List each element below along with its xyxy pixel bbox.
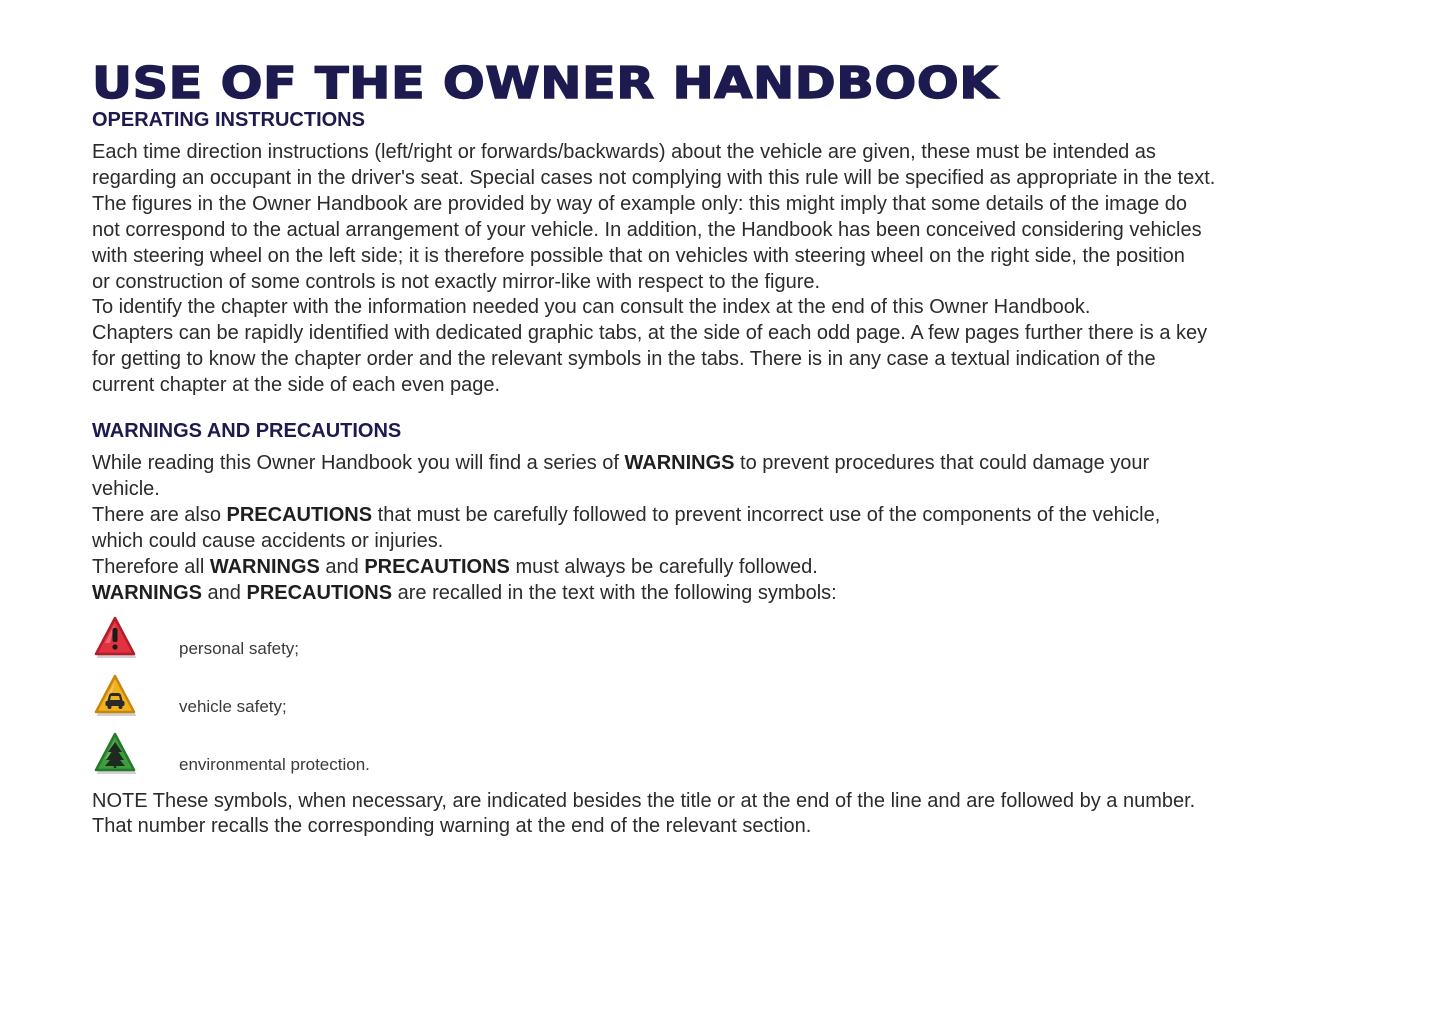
page-title: USE OF THE OWNER HANDBOOK [92, 58, 999, 109]
text-run: and [319, 555, 365, 578]
symbol-label: environmental protection. [179, 754, 370, 774]
symbol-row [92, 731, 1292, 789]
text-run: are recalled in the text with the following symbols: [392, 581, 837, 604]
paragraph-line: for getting to know the chapter order and the relevant symbols in the tabs. There is in any case a textual indication of the [92, 348, 1156, 371]
note-line: NOTE These symbols, when necessary, are indicated besides the title or at the end of the line and are followed by a number. [92, 789, 1196, 812]
warnings-precautions-heading: WARNINGS AND PRECAUTIONS [92, 420, 402, 443]
bold-keyword: WARNINGS [624, 452, 735, 475]
text-run: to prevent procedures that could damage your [734, 452, 1150, 475]
text-run: Therefore all [92, 555, 210, 578]
symbol-row [92, 673, 1292, 731]
symbol-legend [92, 615, 1292, 789]
paragraph-line: current chapter at the side of each even page. [92, 374, 501, 397]
warnings-precautions-text [92, 451, 1292, 606]
text-run: While reading this Owner Handbook you will find a series of [92, 452, 625, 475]
operating-instructions-text [92, 140, 1292, 399]
vehicle-safety-warning-icon [92, 673, 138, 719]
text-run: and [202, 581, 247, 604]
note-line: That number recalls the corresponding warning at the end of the relevant section. [92, 815, 812, 838]
paragraph-line: Chapters can be rapidly identified with dedicated graphic tabs, at the side of each odd page. A few pages further there is a key [92, 322, 1208, 345]
personal-safety-warning-icon [92, 615, 138, 661]
paragraph-line [92, 503, 1292, 529]
note-text [92, 789, 1292, 841]
bold-keyword: WARNINGS [92, 581, 202, 604]
paragraph-line: To identify the chapter with the information needed you can consult the index at the end of this Owner Handbook. [92, 296, 1091, 319]
bold-keyword: PRECAUTIONS [364, 555, 510, 578]
bold-keyword: WARNINGS [209, 555, 320, 578]
paragraph-line: not correspond to the actual arrangement of your vehicle. In addition, the Handbook has been conceived considering vehicles [92, 218, 1202, 241]
environmental-protection-icon [92, 731, 138, 777]
text-run: that must be carefully followed to prevent incorrect use of the components of the vehicle, [372, 503, 1161, 526]
handbook-page [92, 58, 1292, 840]
paragraph-line: or construction of some controls is not exactly mirror-like with respect to the figure. [92, 270, 821, 293]
symbol-label: vehicle safety; [179, 696, 287, 716]
bold-keyword: PRECAUTIONS [226, 503, 373, 526]
paragraph-line [92, 581, 1292, 607]
operating-instructions-heading: OPERATING INSTRUCTIONS [92, 109, 365, 131]
paragraph-line: with steering wheel on the left side; it is therefore possible that on vehicles with steering wheel on the right side, the position [92, 244, 1185, 267]
text-run: must always be carefully followed. [509, 555, 818, 578]
paragraph-line: The figures in the Owner Handbook are provided by way of example only: this might imply that some details of the image do [92, 192, 1188, 215]
paragraph-line [92, 529, 1292, 555]
symbol-row [92, 615, 1292, 673]
paragraph-line: regarding an occupant in the driver's seat. Special cases not complying with this rule will be specified as appropriate in the text. [92, 166, 1216, 189]
paragraph-line [92, 555, 1292, 581]
text-run: vehicle. [92, 477, 160, 500]
paragraph-line [92, 451, 1292, 477]
symbol-label: personal safety; [179, 638, 300, 658]
text-run: There are also [92, 503, 227, 526]
paragraph-line [92, 477, 1292, 503]
bold-keyword: PRECAUTIONS [246, 581, 393, 604]
text-run: which could cause accidents or injuries. [92, 529, 444, 552]
paragraph-line: Each time direction instructions (left/right or forwards/backwards) about the vehicle are given, these must be intended as [92, 141, 1156, 163]
